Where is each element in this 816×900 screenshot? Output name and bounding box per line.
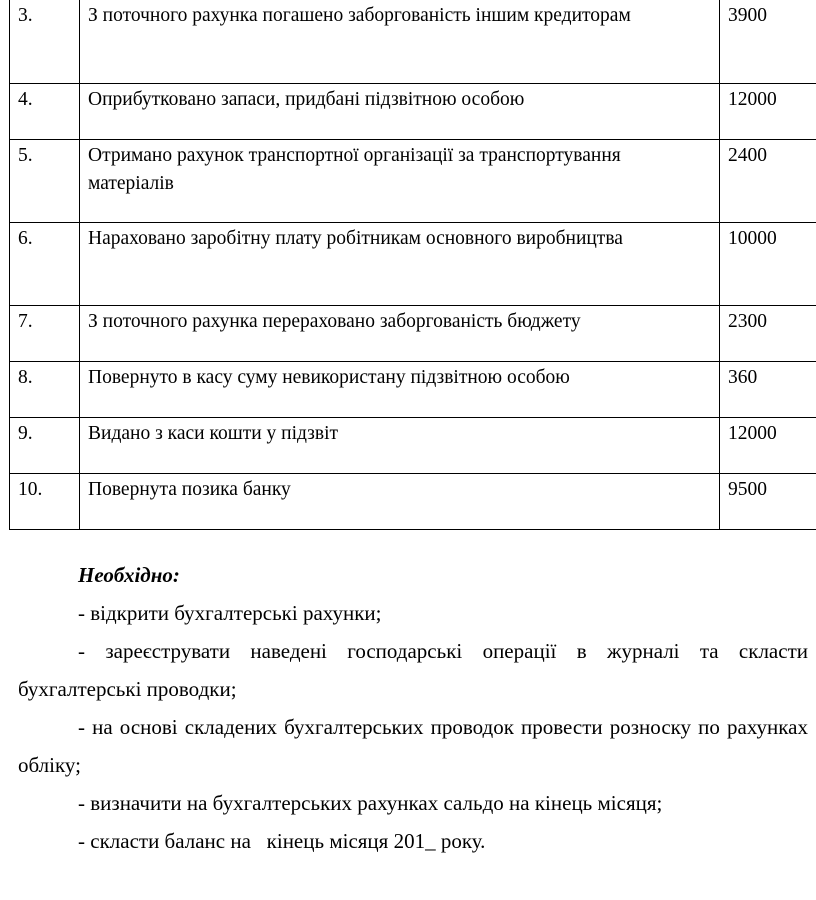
operation-description: Повернута позика банку — [80, 473, 720, 529]
task-item: - визначити на бухгалтерських рахунках сальдо на кінець місяця; — [78, 791, 663, 815]
task-heading: Необхідно: — [78, 563, 180, 587]
operation-description: Повернуто в касу суму невикористану підзвітною особою — [80, 361, 720, 417]
operation-description: Нараховано заробітну плату робітникам основного виробництва — [80, 222, 720, 305]
task-item: - скласти баланс на кінець місяця 201_ року. — [78, 829, 486, 853]
operation-amount: 12000 — [720, 417, 816, 473]
operation-description: Видано з каси кошти у підзвіт — [80, 417, 720, 473]
task-item: - відкрити бухгалтерські рахунки; — [78, 601, 382, 625]
operation-amount: 9500 — [720, 473, 816, 529]
table-row — [10, 139, 816, 222]
task-section — [18, 556, 808, 860]
operation-amount: 12000 — [720, 83, 816, 139]
table-row — [10, 417, 816, 473]
operation-number: 6. — [10, 222, 80, 305]
operation-number: 3. — [10, 0, 80, 83]
operation-number: 9. — [10, 417, 80, 473]
operation-number: 5. — [10, 139, 80, 222]
operation-description: Отримано рахунок транспортної організації за транспортування матеріалів — [80, 139, 720, 222]
table-row — [10, 83, 816, 139]
table-row — [10, 222, 816, 305]
table-row — [10, 361, 816, 417]
operations-table — [9, 0, 816, 530]
table-row — [10, 0, 816, 83]
operation-number: 8. — [10, 361, 80, 417]
operation-number: 7. — [10, 305, 80, 361]
operation-description: Оприбутковано запаси, придбані підзвітною особою — [80, 83, 720, 139]
operation-description: З поточного рахунка перераховано заборгованість бюджету — [80, 305, 720, 361]
table-row — [10, 473, 816, 529]
operation-number: 10. — [10, 473, 80, 529]
operation-amount: 2400 — [720, 139, 816, 222]
task-item: - зареєструвати наведені господарські операції в журналі та скласти бухгалтерські проводки; — [18, 639, 808, 701]
operation-amount: 10000 — [720, 222, 816, 305]
operation-amount: 2300 — [720, 305, 816, 361]
operation-description: З поточного рахунка погашено заборгованість іншим кредиторам — [80, 0, 720, 83]
table-row — [10, 305, 816, 361]
task-item: - на основі складених бухгалтерських проводок провести розноску по рахунках обліку; — [18, 715, 808, 777]
operation-amount: 3900 — [720, 0, 816, 83]
operation-number: 4. — [10, 83, 80, 139]
operation-amount: 360 — [720, 361, 816, 417]
